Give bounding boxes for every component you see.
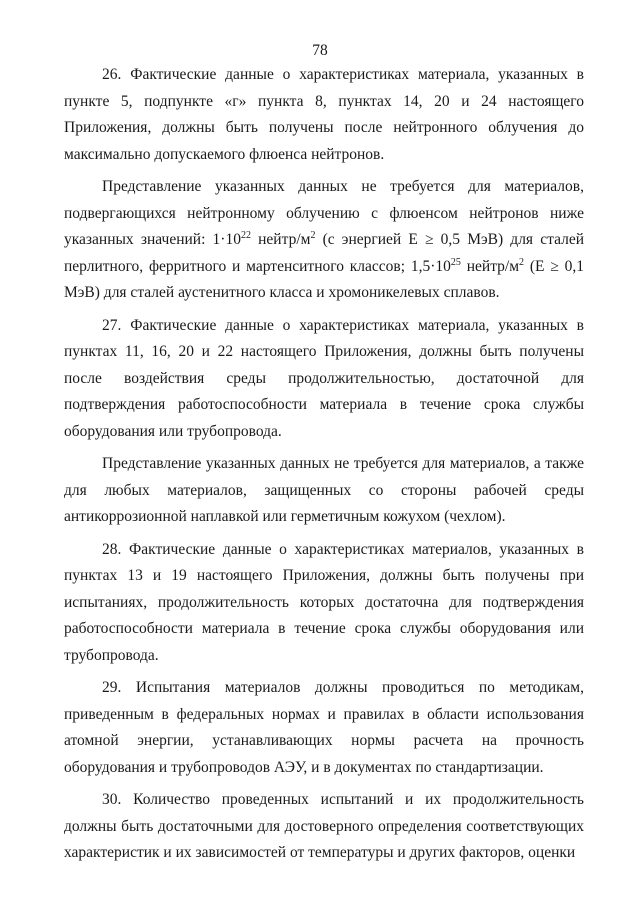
paragraph-27-note: Представление указанных данных не требуется для материалов, а также для любых материалов, защищенных со стороны рабочей среды антикоррозионной наплавкой или герметичным кожухом (чехлом).	[64, 455, 584, 525]
document-body	[64, 62, 584, 873]
paragraph-26-note: Представление указанных данных не требуется для материалов, подвергающихся нейтронному облучению с флюенсом нейтронов ниже указанных значений: $1\cdot 10^{22}$ нейтр/$м^2$ (с энергией Е ≥ 0,5 МэВ) для сталей перлитного, ферритного и мартенситного классов; $1,5\cdot 10^{25}$ нейтр/$м^2$ (Е ≥ 0,1 МэВ) для сталей аустенитного класса и хромоникелевых сплавов.	[64, 178, 584, 301]
paragraph-26: 26. Фактические данные о характеристиках материала, указанных в пункте 5, подпункте «г» пункта 8, пунктах 14, 20 и 24 настоящего Приложения, должны быть получены после нейтронного облучения до максимально допускаемого флюенса нейтронов.	[64, 66, 584, 163]
paragraph-29: 29. Испытания материалов должны проводиться по методикам, приведенным в федеральных нормах и правилах в области использования атомной энергии, устанавливающих нормы расчета на прочность оборудования и трубопроводов АЭУ, и в документах по стандартизации.	[64, 679, 584, 776]
paragraph-30: 30. Количество проведенных испытаний и их продолжительность должны быть достаточными для достоверного определения соответствующих характеристик и их зависимостей от температуры и других факторов, оценки	[64, 791, 584, 861]
paragraph-27: 27. Фактические данные о характеристиках материала, указанных в пунктах 11, 16, 20 и 22 настоящего Приложения, должны быть получены после воздействия среды продолжительностью, достаточной для подтверждения работоспособности материала в течение срока службы оборудования или трубопровода.	[64, 316, 584, 440]
page-number: 78	[312, 42, 328, 59]
paragraph-28: 28. Фактические данные о характеристиках материалов, указанных в пунктах 13 и 19 настоящего Приложения, должны быть получены при испытаниях, продолжительность которых достаточна для подтверждения работоспособности материала в течение срока службы оборудования или трубопровода.	[64, 540, 584, 664]
